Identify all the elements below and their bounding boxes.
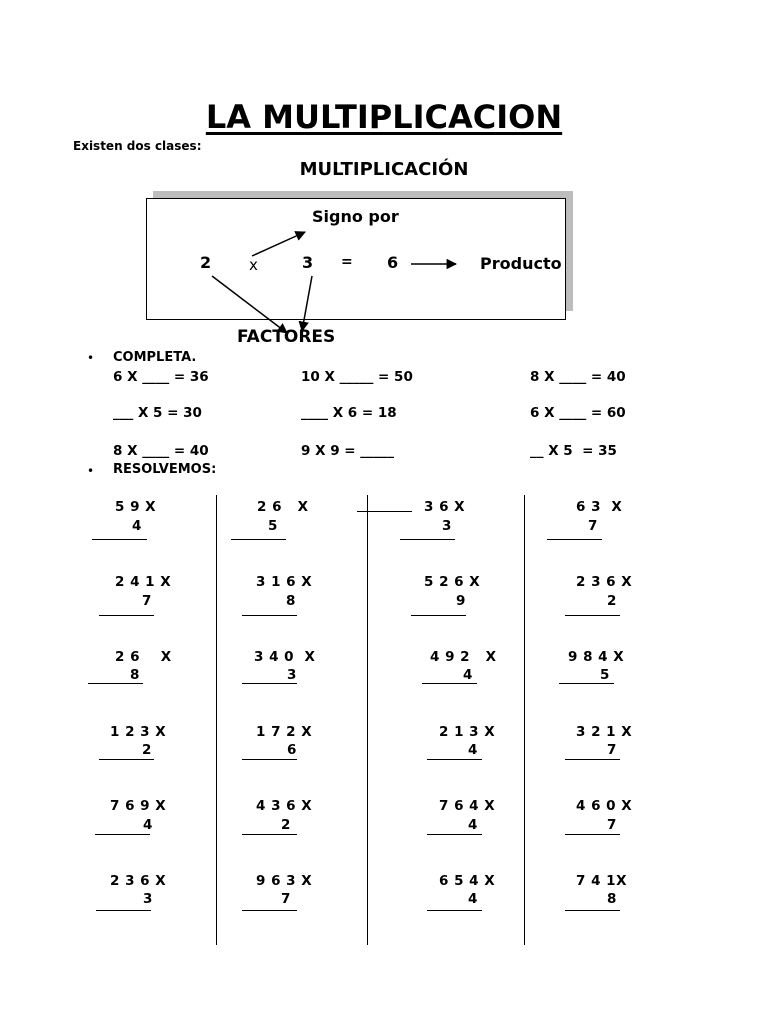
exercise: 9 X 9 = _____ xyxy=(301,443,395,459)
problem-multiplicand: 2 3 6 X xyxy=(576,574,633,590)
problem-line xyxy=(242,615,297,616)
problem-multiplier: 4 xyxy=(143,817,153,833)
column-divider xyxy=(367,495,368,945)
signo-por-label: Signo por xyxy=(312,207,399,226)
problem-multiplicand: 1 7 2 X xyxy=(256,724,313,740)
exercise: __ X 5 = 35 xyxy=(530,443,617,459)
problem-multiplier: 4 xyxy=(132,518,142,534)
exercise: ____ X 6 = 18 xyxy=(301,405,397,421)
problem-line xyxy=(96,910,151,911)
problem-multiplicand: 2 3 6 X xyxy=(110,873,167,889)
problem-multiplicand: 7 6 9 X xyxy=(110,798,167,814)
problem-line xyxy=(565,910,620,911)
problem-line xyxy=(547,539,602,540)
problem-multiplier: 2 xyxy=(142,742,152,758)
column-divider xyxy=(216,495,217,945)
problem-line xyxy=(422,683,477,684)
problem-line xyxy=(400,539,455,540)
problem-multiplier: 2 xyxy=(607,593,617,609)
problem-multiplicand: 1 2 3 X xyxy=(110,724,167,740)
stray-line xyxy=(357,511,412,512)
problem-line xyxy=(565,834,620,835)
problem-line xyxy=(411,615,466,616)
exercise: ___ X 5 = 30 xyxy=(113,405,202,421)
exercise: 6 X ____ = 60 xyxy=(530,405,626,421)
problem-multiplier: 5 xyxy=(600,667,610,683)
intro-text: Existen dos clases: xyxy=(73,139,202,153)
problem-multiplicand: 2 6 X xyxy=(257,499,309,515)
completa-heading: COMPLETA. xyxy=(113,350,197,365)
problem-line xyxy=(99,615,154,616)
problem-multiplier: 3 xyxy=(287,667,297,683)
problem-multiplier: 3 xyxy=(442,518,452,534)
problem-line xyxy=(242,834,297,835)
problem-multiplicand: 6 3 X xyxy=(576,499,623,515)
equals-sign: = xyxy=(341,254,353,270)
problem-line xyxy=(427,910,482,911)
factores-label: FACTORES xyxy=(237,327,336,347)
problem-line xyxy=(427,834,482,835)
result-value: 6 xyxy=(387,253,399,272)
problem-multiplicand: 5 9 X xyxy=(115,499,157,515)
problem-line xyxy=(242,759,297,760)
problem-multiplier: 9 xyxy=(456,593,466,609)
problem-multiplier: 4 xyxy=(468,891,478,907)
problem-multiplier: 8 xyxy=(130,667,140,683)
arrow-factor-b-to-factores xyxy=(302,276,312,331)
problem-multiplicand: 9 8 4 X xyxy=(568,649,625,665)
problem-multiplier: 3 xyxy=(143,891,153,907)
problem-multiplicand: 3 4 0 X xyxy=(254,649,316,665)
problem-multiplicand: 6 5 4 X xyxy=(439,873,496,889)
problem-multiplier: 2 xyxy=(281,817,291,833)
page-title: LA MULTIPLICACION xyxy=(205,98,563,136)
problem-multiplicand: 2 1 3 X xyxy=(439,724,496,740)
problem-multiplier: 7 xyxy=(142,593,152,609)
problem-multiplier: 4 xyxy=(468,817,478,833)
problem-multiplicand: 4 6 0 X xyxy=(576,798,633,814)
resolvemos-bullet: • xyxy=(87,464,95,478)
factor-a: 2 xyxy=(200,253,212,272)
problem-line xyxy=(88,683,143,684)
problem-line xyxy=(99,759,154,760)
problem-line xyxy=(242,910,297,911)
problem-multiplicand: 2 4 1 X xyxy=(115,574,172,590)
problem-line xyxy=(565,615,620,616)
factor-b: 3 xyxy=(302,253,314,272)
problem-multiplicand: 3 1 6 X xyxy=(256,574,313,590)
section-subtitle: MULTIPLICACIÓN xyxy=(299,159,469,180)
problem-multiplier: 7 xyxy=(607,817,617,833)
problem-multiplier: 7 xyxy=(281,891,291,907)
problem-line xyxy=(427,759,482,760)
problem-line xyxy=(92,539,147,540)
multiplication-sign: x xyxy=(249,256,258,274)
problem-multiplicand: 7 6 4 X xyxy=(439,798,496,814)
problem-line xyxy=(242,683,297,684)
problem-multiplier: 4 xyxy=(463,667,473,683)
problem-multiplicand: 4 9 2 X xyxy=(430,649,497,665)
exercise: 6 X ____ = 36 xyxy=(113,369,209,385)
problem-multiplicand: 3 2 1 X xyxy=(576,724,633,740)
problem-line xyxy=(95,834,150,835)
problem-multiplier: 8 xyxy=(286,593,296,609)
problem-multiplier: 7 xyxy=(588,518,598,534)
producto-label: Producto xyxy=(480,254,562,273)
arrow-factor-a-to-factores xyxy=(212,276,287,333)
problem-multiplicand: 3 6 X xyxy=(424,499,466,515)
problem-multiplier: 4 xyxy=(468,742,478,758)
problem-multiplicand: 4 3 6 X xyxy=(256,798,313,814)
exercise: 8 X ____ = 40 xyxy=(113,443,209,459)
problem-line xyxy=(559,683,614,684)
exercise: 8 X ____ = 40 xyxy=(530,369,626,385)
problem-multiplicand: 7 4 1X xyxy=(576,873,627,889)
problem-line xyxy=(231,539,286,540)
problem-multiplier: 6 xyxy=(287,742,297,758)
problem-multiplier: 7 xyxy=(607,742,617,758)
problem-multiplicand: 9 6 3 X xyxy=(256,873,313,889)
completa-bullet: • xyxy=(87,351,95,365)
problem-multiplier: 5 xyxy=(268,518,278,534)
arrow-to-signo-por xyxy=(252,232,305,256)
problem-multiplier: 8 xyxy=(607,891,617,907)
problem-multiplicand: 2 6 X xyxy=(115,649,172,665)
resolvemos-heading: RESOLVEMOS: xyxy=(113,462,217,477)
problem-line xyxy=(565,759,620,760)
column-divider xyxy=(524,495,525,945)
problem-multiplicand: 5 2 6 X xyxy=(424,574,481,590)
exercise: 10 X _____ = 50 xyxy=(301,369,413,385)
